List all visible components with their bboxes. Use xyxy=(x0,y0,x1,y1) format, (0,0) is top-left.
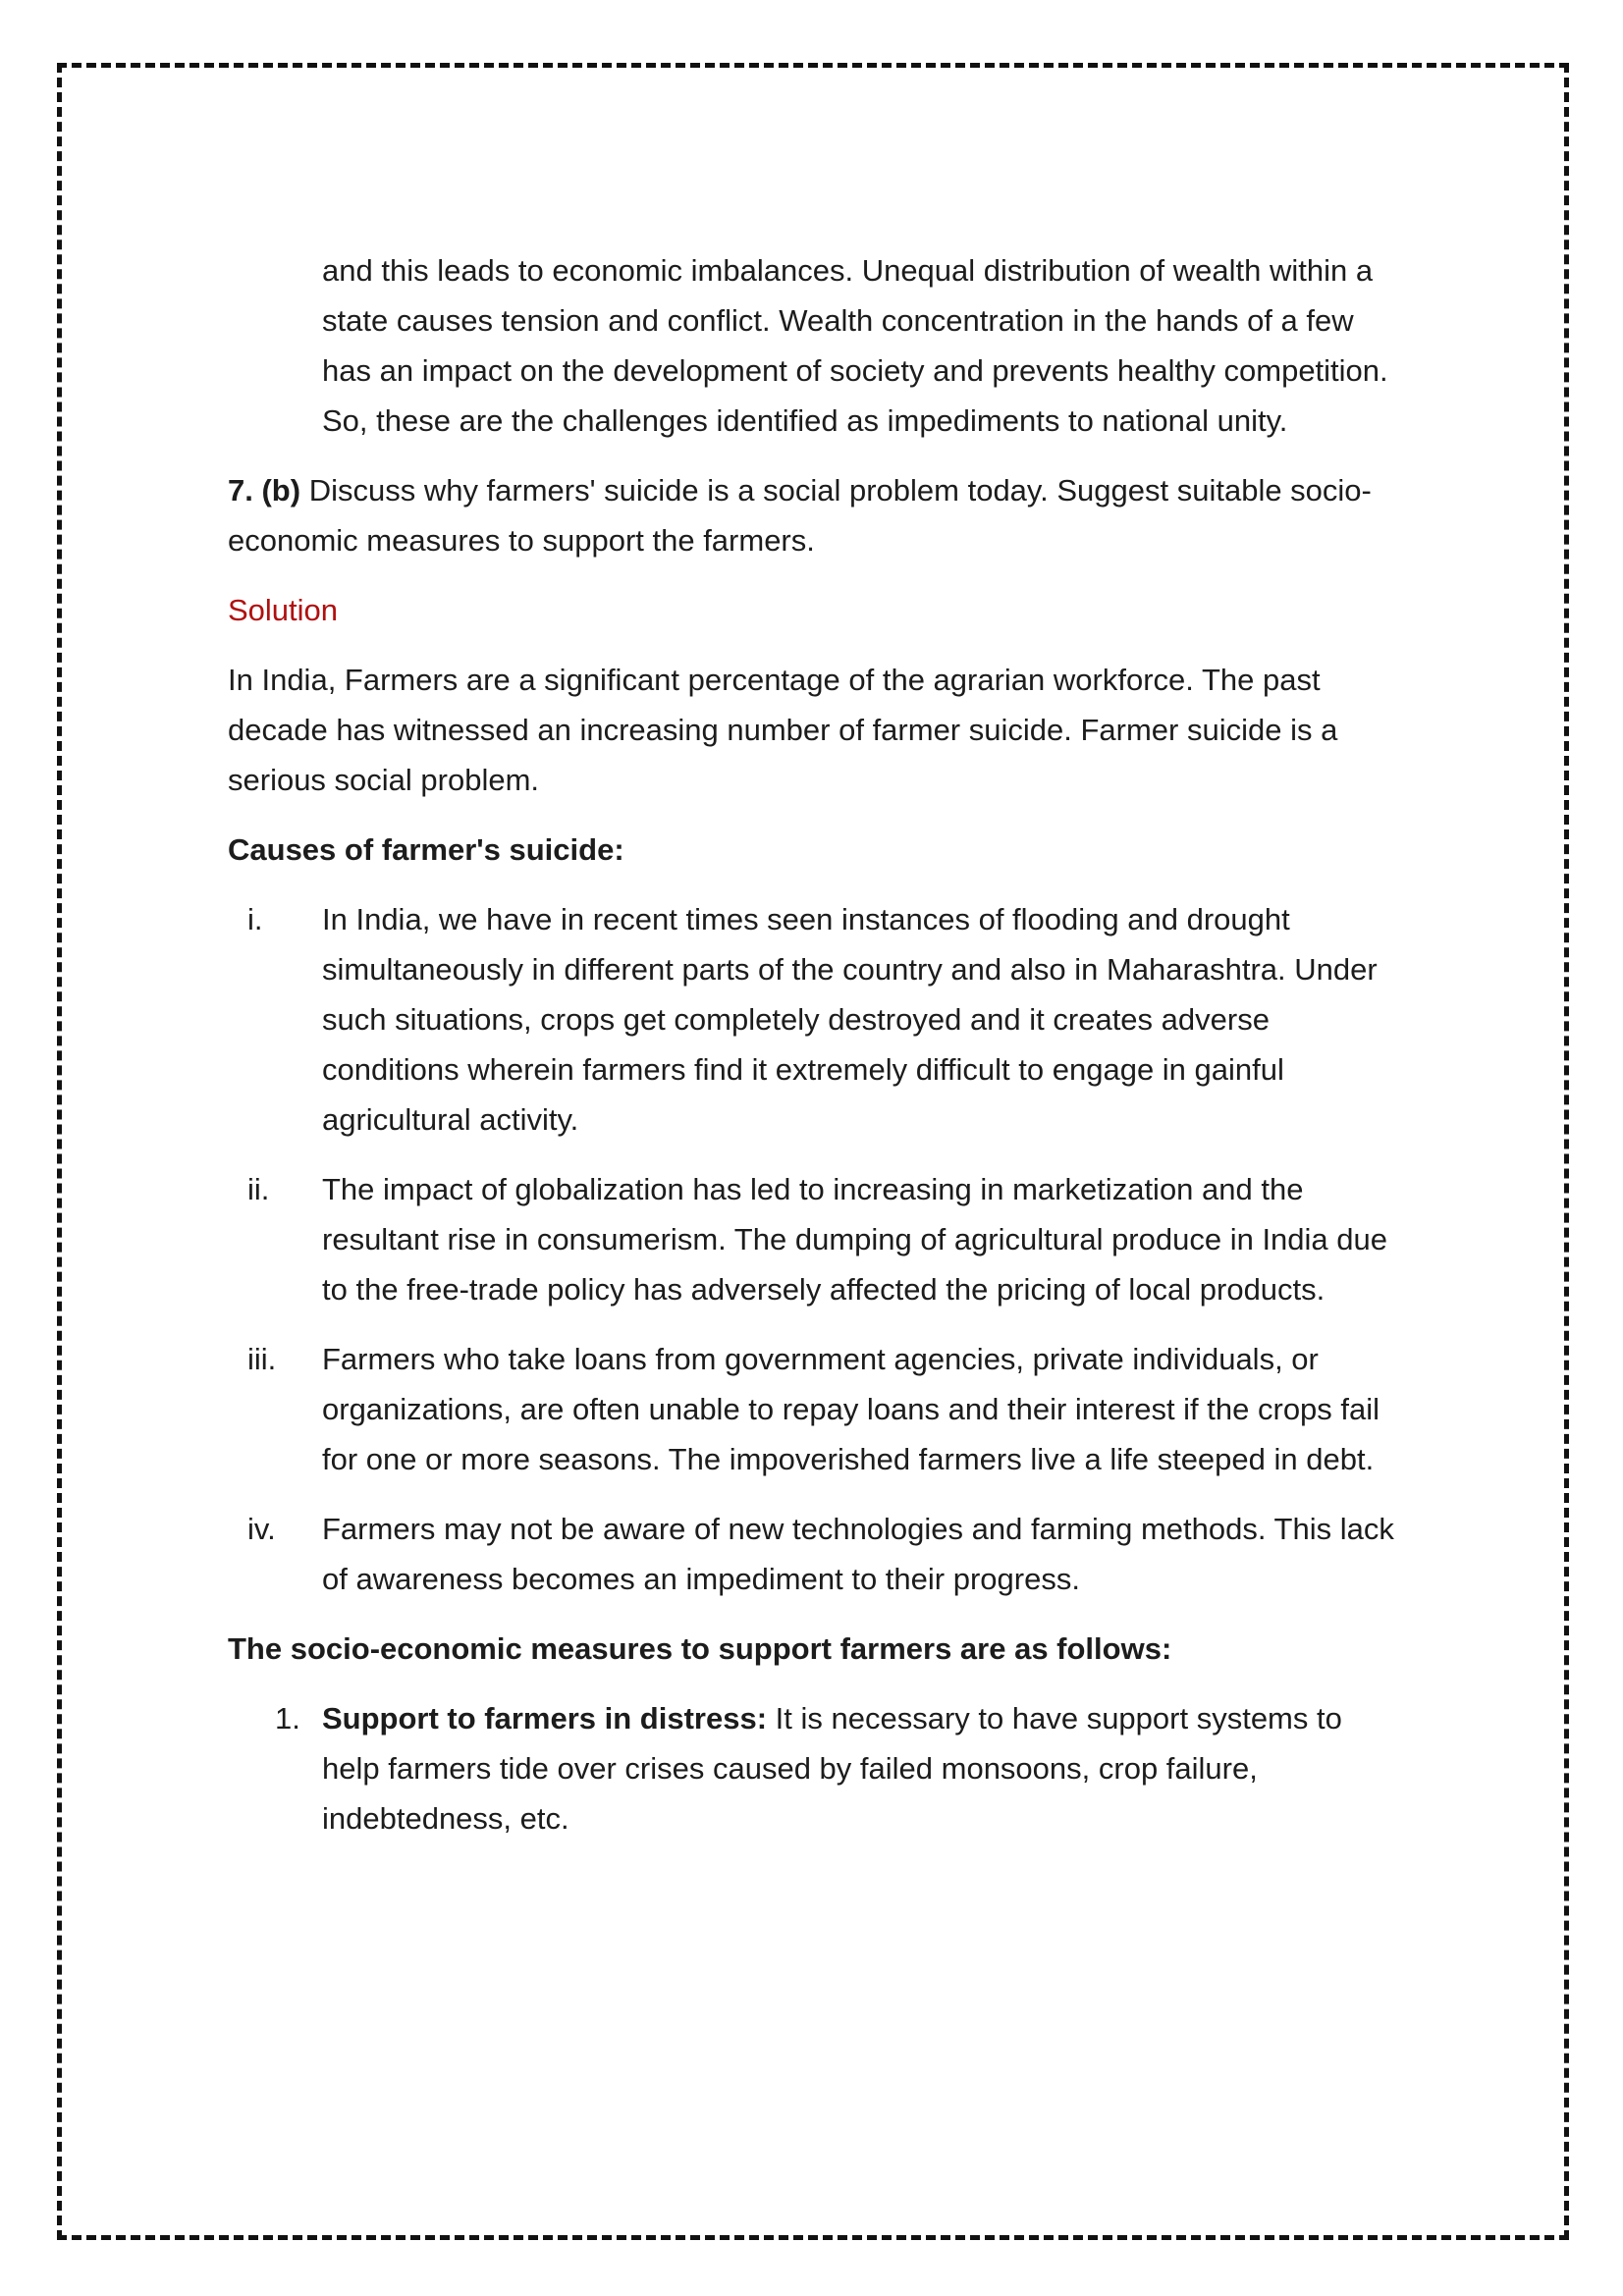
causes-heading: Causes of farmer's suicide: xyxy=(228,832,624,867)
cause-text: Farmers who take loans from government agencies, private individuals, or organizations, are often unable to repay loans and their interest if the crops fail for one or more seasons. The impoverished farmers live a life steeped in debt. xyxy=(322,1342,1380,1476)
cause-item xyxy=(228,1334,1406,1484)
measure-item xyxy=(228,1693,1406,1843)
continuation-paragraph: and this leads to economic imbalances. Unequal distribution of wealth within a state causes tension and conflict. Wealth concentration in the hands of a few has an impact on the development of society and prevents healthy competition. So, these are the challenges identified as impediments to national unity. xyxy=(322,253,1388,438)
cause-text: The impact of globalization has led to increasing in marketization and the resultant rise in consumerism. The dumping of agricultural produce in India due to the free-trade policy has adversely affected the pricing of local products. xyxy=(322,1172,1387,1307)
list-marker: 1. xyxy=(275,1701,300,1735)
question-text: Discuss why farmers' suicide is a social problem today. Suggest suitable socio-economic measures to support the farmers. xyxy=(228,473,1372,558)
cause-item xyxy=(228,1164,1406,1314)
measure-text-block xyxy=(322,1693,1406,1843)
intro-paragraph: In India, Farmers are a significant percentage of the agrarian workforce. The past decade has witnessed an increasing number of farmer suicide. Farmer suicide is a serious social problem. xyxy=(228,663,1338,797)
question-7b xyxy=(228,465,1406,565)
measure-term: Support to farmers in distress: xyxy=(322,1701,768,1735)
list-marker: i. xyxy=(247,902,263,936)
solution-heading: Solution xyxy=(228,593,339,627)
question-number: 7. (b) xyxy=(228,473,301,507)
list-marker: iv. xyxy=(247,1512,276,1546)
cause-item xyxy=(228,894,1406,1145)
cause-item xyxy=(228,1504,1406,1604)
measure-text: It is necessary to have support systems to help farmers tide over crises caused by failed monsoons, crop failure, indebtedness, etc. xyxy=(322,1701,1342,1836)
cause-text: Farmers may not be aware of new technologies and farming methods. This lack of awareness becomes an impediment to their progress. xyxy=(322,1512,1394,1596)
document-body xyxy=(228,245,1406,1863)
list-marker: iii. xyxy=(247,1342,277,1376)
measures-heading: The socio-economic measures to support farmers are as follows: xyxy=(228,1631,1172,1666)
causes-list xyxy=(228,894,1406,1604)
cause-text: In India, we have in recent times seen instances of flooding and drought simultaneously in different parts of the country and also in Maharashtra. Under such situations, crops get completely destroyed and it creates adverse conditions wherein farmers find it extremely difficult to engage in gainful agricultural activity. xyxy=(322,902,1378,1137)
measures-list xyxy=(228,1693,1406,1843)
list-marker: ii. xyxy=(247,1172,270,1206)
